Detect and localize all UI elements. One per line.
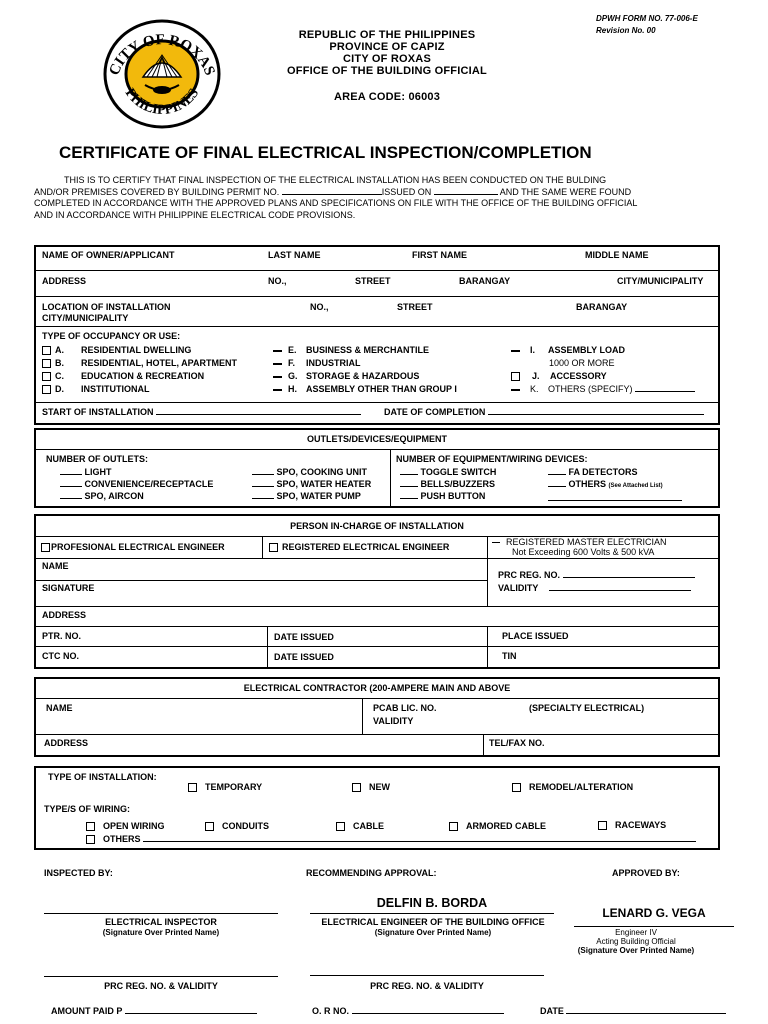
option-cable[interactable]	[336, 821, 384, 831]
option-letter: C.	[55, 371, 64, 381]
occupancy-option-g[interactable]	[273, 370, 457, 383]
pcab-label: PCAB LIC. NO.	[373, 703, 437, 713]
installation-type-label: TYPE OF INSTALLATION:	[48, 772, 157, 782]
person-name-label: NAME	[42, 561, 69, 571]
occupancy-label: TYPE OF OCCUPANCY OR USE:	[42, 331, 181, 341]
count-field[interactable]	[548, 474, 566, 475]
date-issued-2-label: DATE ISSUED	[274, 652, 334, 662]
last-name-label: LAST NAME	[268, 250, 321, 260]
option-letter: E.	[288, 345, 297, 355]
occupancy-option-j[interactable]	[511, 370, 695, 383]
ptr-label: PTR. NO.	[42, 631, 82, 641]
option-armored-cable[interactable]	[449, 821, 546, 831]
location-label: LOCATION OF INSTALLATION	[42, 302, 171, 312]
option-text: EDUCATION & RECREATION	[81, 371, 205, 381]
dash-mark	[511, 389, 520, 391]
inspector-signature-line[interactable]	[44, 913, 278, 914]
option-letter: I.	[530, 345, 536, 355]
intro-line: COMPLETED IN ACCORDANCE WITH THE APPROVED PLANS AND SPECIFICATIONS ON FILE WITH THE OFFICE OF THE BUILDING OFFICIAL	[34, 198, 638, 208]
equipment-list-b	[548, 466, 682, 504]
occupancy-option-f[interactable]	[273, 357, 457, 370]
option-text: ASSEMBLY LOAD	[548, 345, 626, 355]
header-block	[252, 29, 522, 103]
equipment-label: FA DETECTORS	[568, 467, 638, 477]
checkbox-icon[interactable]	[42, 359, 51, 368]
occupancy-option-h[interactable]	[273, 383, 457, 396]
occupancy-option-b[interactable]	[42, 357, 237, 370]
attached-list-note: (See Attached List)	[608, 483, 663, 489]
option-remodel[interactable]	[512, 782, 633, 792]
location-street-label: STREET	[397, 302, 433, 312]
ctc-label: CTC NO.	[42, 651, 79, 661]
count-field[interactable]	[400, 474, 418, 475]
start-row	[42, 407, 361, 417]
prc-row	[498, 570, 695, 580]
svg-text:CITY OF ROXAS: CITY OF ROXAS	[106, 32, 218, 78]
inspected-by-label: INSPECTED BY:	[44, 868, 113, 878]
dash-mark	[273, 363, 282, 365]
equipment-item	[400, 466, 496, 478]
start-label: START OF INSTALLATION	[42, 407, 154, 417]
option-text: NEW	[369, 782, 390, 792]
contractor-validity-label: VALIDITY	[373, 716, 414, 726]
others-field[interactable]	[548, 500, 682, 501]
intro-text: AND THE SAME WERE FOUND	[499, 186, 632, 197]
prc-field[interactable]	[563, 577, 695, 578]
checkbox-icon[interactable]	[269, 543, 278, 552]
owner-name-label: NAME OF OWNER/APPLICANT	[42, 250, 175, 260]
option-ree[interactable]	[269, 542, 449, 552]
option-text: PROFESIONAL ELECTRICAL ENGINEER	[51, 542, 225, 552]
date-label: DATE	[540, 1006, 564, 1016]
count-field[interactable]	[60, 498, 82, 499]
date-field[interactable]	[566, 1013, 726, 1014]
option-text: CONDUITS	[222, 821, 269, 831]
option-letter: A.	[55, 345, 64, 355]
permit-no-field[interactable]	[282, 194, 382, 195]
inspector-prc-label: PRC REG. NO. & VALIDITY	[104, 981, 218, 991]
intro-text: ISSUED ON	[381, 186, 432, 197]
validity-label: VALIDITY	[498, 583, 539, 593]
validity-row	[498, 583, 691, 593]
outlets-label: NUMBER OF OUTLETS:	[46, 454, 148, 464]
outlet-item	[252, 490, 371, 502]
occupancy-option-i[interactable]	[511, 344, 695, 357]
option-letter: K.	[530, 384, 539, 394]
option-text: REMODEL/ALTERATION	[529, 782, 634, 792]
place-issued-label: PLACE ISSUED	[502, 631, 569, 641]
option-temporary[interactable]	[188, 782, 262, 792]
equipment-label: BELLS/BUZZERS	[420, 479, 496, 489]
option-subtext: Not Exceeding 600 Volts & 500 kVA	[512, 547, 655, 557]
outlet-item	[60, 478, 213, 490]
outlet-label: SPO, WATER HEATER	[276, 479, 372, 489]
checkbox-icon[interactable]	[352, 783, 361, 792]
option-text: REGISTERED ELECTRICAL ENGINEER	[282, 542, 450, 552]
count-field[interactable]	[400, 498, 418, 499]
equipment-label: NUMBER OF EQUIPMENT/WIRING DEVICES:	[396, 454, 588, 464]
option-text: RESIDENTIAL DWELLING	[81, 345, 192, 355]
count-field[interactable]	[252, 486, 274, 487]
checkbox-icon[interactable]	[86, 822, 95, 831]
checkbox-icon[interactable]	[205, 822, 214, 831]
amount-paid-row	[51, 1006, 257, 1016]
outlet-label: SPO, WATER PUMP	[276, 491, 361, 501]
checkbox-icon[interactable]	[511, 372, 520, 381]
equipment-item	[548, 478, 682, 492]
engineer-title: ELECTRICAL ENGINEER OF THE BUILDING OFFICE	[321, 917, 545, 927]
option-text: OTHERS	[103, 834, 141, 844]
option-text: INSTITUTIONAL	[81, 384, 150, 394]
count-field[interactable]	[252, 474, 274, 475]
dash-mark	[273, 376, 282, 378]
outlet-item	[60, 490, 213, 502]
option-letter: F.	[288, 358, 296, 368]
option-letter: G.	[288, 371, 298, 381]
prc-label: PRC REG. NO.	[498, 570, 561, 580]
date-issued-label: DATE ISSUED	[274, 632, 334, 642]
outlets-list-b	[252, 466, 371, 502]
outlet-label: SPO, AIRCON	[84, 491, 144, 501]
option-text: ASSEMBLY OTHER THAN GROUP I	[306, 384, 457, 394]
or-no-row	[312, 1006, 504, 1016]
location-barangay-label: BARANGAY	[576, 302, 628, 312]
start-date-field[interactable]	[156, 414, 361, 415]
street-label: STREET	[355, 276, 391, 286]
middle-name-label: MIDDLE NAME	[585, 250, 649, 260]
outlet-label: SPO, COOKING UNIT	[276, 467, 368, 477]
option-text: ACCESSORY	[550, 371, 607, 381]
tel-fax-label: TEL/FAX NO.	[489, 738, 545, 748]
contractor-address-label: ADDRESS	[44, 738, 89, 748]
engineer-signature-line[interactable]	[310, 913, 554, 914]
option-text: REGISTERED MASTER ELECTRICIAN	[506, 537, 667, 547]
city-label: CITY/MUNICIPALITY	[617, 276, 704, 286]
option-others[interactable]	[86, 834, 696, 844]
option-text: BUSINESS & MERCHANTILE	[306, 345, 430, 355]
signature-label: SIGNATURE	[42, 583, 95, 593]
form-number: DPWH FORM NO. 77-006-E	[596, 14, 698, 23]
intro-line: THIS IS TO CERTIFY THAT FINAL INSPECTION OF THE ELECTRICAL INSTALLATION HAS BEEN CONDUCTED ON THE BULDING	[64, 175, 607, 185]
address-label: ADDRESS	[42, 276, 87, 286]
wiring-label: TYPE/S OF WIRING:	[44, 804, 131, 814]
tin-label: TIN	[502, 651, 517, 661]
equipment-label: PUSH BUTTON	[420, 491, 486, 501]
option-conduits[interactable]	[205, 821, 269, 831]
option-text: RESIDENTIAL, HOTEL, APARTMENT	[81, 358, 237, 368]
occupancy-col-1	[42, 344, 237, 396]
checkbox-icon[interactable]	[188, 783, 197, 792]
inspector-signature-note: (Signature Over Printed Name)	[102, 928, 220, 937]
or-no-field[interactable]	[352, 1013, 504, 1014]
outlet-label: LIGHT	[84, 467, 112, 477]
recommending-officer-name: DELFIN B. BORDA	[376, 896, 488, 910]
header-line: REPUBLIC OF THE PHILIPPINES	[298, 29, 476, 41]
outlet-item	[60, 466, 213, 478]
intro-paragraph	[34, 175, 720, 221]
equipment-item	[548, 492, 682, 504]
approved-by-label: APPROVED BY:	[612, 868, 680, 878]
count-field[interactable]	[400, 486, 418, 487]
intro-line: AND IN ACCORDANCE WITH PHILIPPINE ELECTRICAL CODE PROVISIONS.	[34, 209, 356, 220]
occupancy-option-k[interactable]	[511, 383, 695, 396]
official-signature-note: (Signature Over Printed Name)	[577, 946, 695, 955]
option-text: OPEN WIRING	[103, 821, 165, 831]
engineer-signature-note: (Signature Over Printed Name)	[374, 928, 492, 937]
count-field[interactable]	[252, 498, 274, 499]
area-code: AREA CODE: 06003	[333, 91, 441, 103]
occupancy-option-e[interactable]	[273, 344, 457, 357]
occupancy-col-3	[511, 344, 695, 396]
contractor-name-label: NAME	[46, 703, 73, 713]
option-letter: D.	[55, 384, 64, 394]
revision-number: Revision No. 00	[596, 26, 656, 35]
checkbox-icon[interactable]	[42, 346, 51, 355]
checkbox-icon[interactable]	[336, 822, 345, 831]
option-text: ARMORED CABLE	[466, 821, 546, 831]
occupancy-option-c[interactable]	[42, 370, 237, 383]
outlet-label: CONVENIENCE/RECEPTACLE	[84, 479, 214, 489]
outlet-item	[252, 478, 371, 490]
issued-date-field[interactable]	[434, 194, 498, 195]
completion-date-field[interactable]	[488, 414, 704, 415]
count-field[interactable]	[60, 486, 82, 487]
outlets-title: OUTLETS/DEVICES/EQUIPMENT	[306, 434, 447, 444]
svg-text:PHILIPPINES: PHILIPPINES	[121, 86, 203, 118]
person-address-label: ADDRESS	[42, 610, 87, 620]
equipment-list-a	[400, 466, 496, 502]
dash-mark	[273, 350, 282, 352]
equipment-item	[400, 478, 496, 490]
option-subtext: 1000 OR MORE	[549, 358, 615, 368]
option-raceways[interactable]	[598, 820, 666, 830]
document-title: CERTIFICATE OF FINAL ELECTRICAL INSPECTION/COMPLETION	[59, 143, 592, 162]
occupancy-col-2	[273, 344, 457, 396]
equipment-label: TOGGLE SWITCH	[420, 467, 497, 477]
official-signature-line[interactable]	[574, 926, 734, 927]
option-text: TEMPORARY	[205, 782, 263, 792]
city-seal-logo	[103, 19, 221, 129]
completion-row	[384, 407, 704, 417]
checkbox-icon[interactable]	[449, 822, 458, 831]
official-position: Engineer IV	[615, 928, 657, 937]
location-no-label: NO.,	[310, 302, 329, 312]
outlets-list-a	[60, 466, 213, 502]
header-line: CITY OF ROXAS	[343, 53, 431, 65]
amount-paid-label: AMOUNT PAID P	[51, 1006, 123, 1016]
completion-label: DATE OF COMPLETION	[384, 407, 486, 417]
person-title: PERSON IN-CHARGE OF INSTALLATION	[290, 521, 464, 531]
validity-field[interactable]	[549, 590, 691, 591]
count-field[interactable]	[548, 486, 566, 487]
approving-officer-name: LENARD G. VEGA	[602, 906, 706, 920]
checkbox-icon[interactable]	[42, 372, 51, 381]
option-text: RACEWAYS	[615, 820, 667, 830]
dash-mark	[492, 542, 500, 543]
option-letter: J.	[532, 371, 540, 381]
others-specify-field[interactable]	[635, 391, 695, 392]
option-open-wiring[interactable]	[86, 821, 165, 831]
contractor-title: ELECTRICAL CONTRACTOR (200-AMPERE MAIN AND ABOVE	[243, 683, 511, 693]
occupancy-option-d[interactable]	[42, 383, 237, 396]
location-city-label: CITY/MUNICIPALITY	[42, 313, 129, 323]
header-line: PROVINCE OF CAPIZ	[329, 41, 445, 53]
option-new[interactable]	[352, 782, 390, 792]
barangay-label: BARANGAY	[459, 276, 511, 286]
equipment-item	[400, 490, 496, 502]
checkbox-icon[interactable]	[41, 543, 50, 552]
or-no-label: O. R NO.	[312, 1006, 350, 1016]
option-text: OTHERS (SPECIFY)	[548, 384, 633, 394]
address-no-label: NO.,	[268, 276, 287, 286]
dash-mark	[511, 350, 520, 352]
option-pee[interactable]	[41, 542, 225, 552]
checkbox-icon[interactable]	[42, 385, 51, 394]
option-text: CABLE	[353, 821, 384, 831]
option-letter: H.	[288, 384, 297, 394]
date-row	[540, 1006, 726, 1016]
occupancy-option-a[interactable]	[42, 344, 237, 357]
header-line: OFFICE OF THE BUILDING OFFICIAL	[287, 65, 487, 77]
specialty-label: (SPECIALTY ELECTRICAL)	[529, 703, 645, 713]
others-wiring-field[interactable]	[143, 841, 696, 842]
first-name-label: FIRST NAME	[412, 250, 467, 260]
outlet-item	[252, 466, 371, 478]
checkbox-icon[interactable]	[512, 783, 521, 792]
checkbox-icon[interactable]	[86, 835, 95, 844]
intro-text: AND/OR PREMISES COVERED BY BUILDING PERMIT NO.	[34, 186, 280, 197]
intro-line	[34, 187, 720, 199]
dash-mark	[273, 389, 282, 391]
equipment-item	[548, 466, 682, 478]
inspector-title: ELECTRICAL INSPECTOR	[105, 917, 217, 927]
amount-paid-field[interactable]	[125, 1013, 257, 1014]
checkbox-icon[interactable]	[598, 821, 607, 830]
count-field[interactable]	[60, 474, 82, 475]
option-text: INDUSTRIAL	[306, 358, 361, 368]
option-text: STORAGE & HAZARDOUS	[306, 371, 420, 381]
option-rme[interactable]	[492, 537, 667, 557]
engineer-prc-label: PRC REG. NO. & VALIDITY	[370, 981, 484, 991]
equipment-label: OTHERS	[568, 479, 607, 489]
official-title-block	[574, 928, 698, 955]
official-acting-title: Acting Building Official	[596, 937, 676, 946]
option-letter: B.	[55, 358, 64, 368]
recommending-label: RECOMMENDING APPROVAL:	[306, 868, 437, 878]
